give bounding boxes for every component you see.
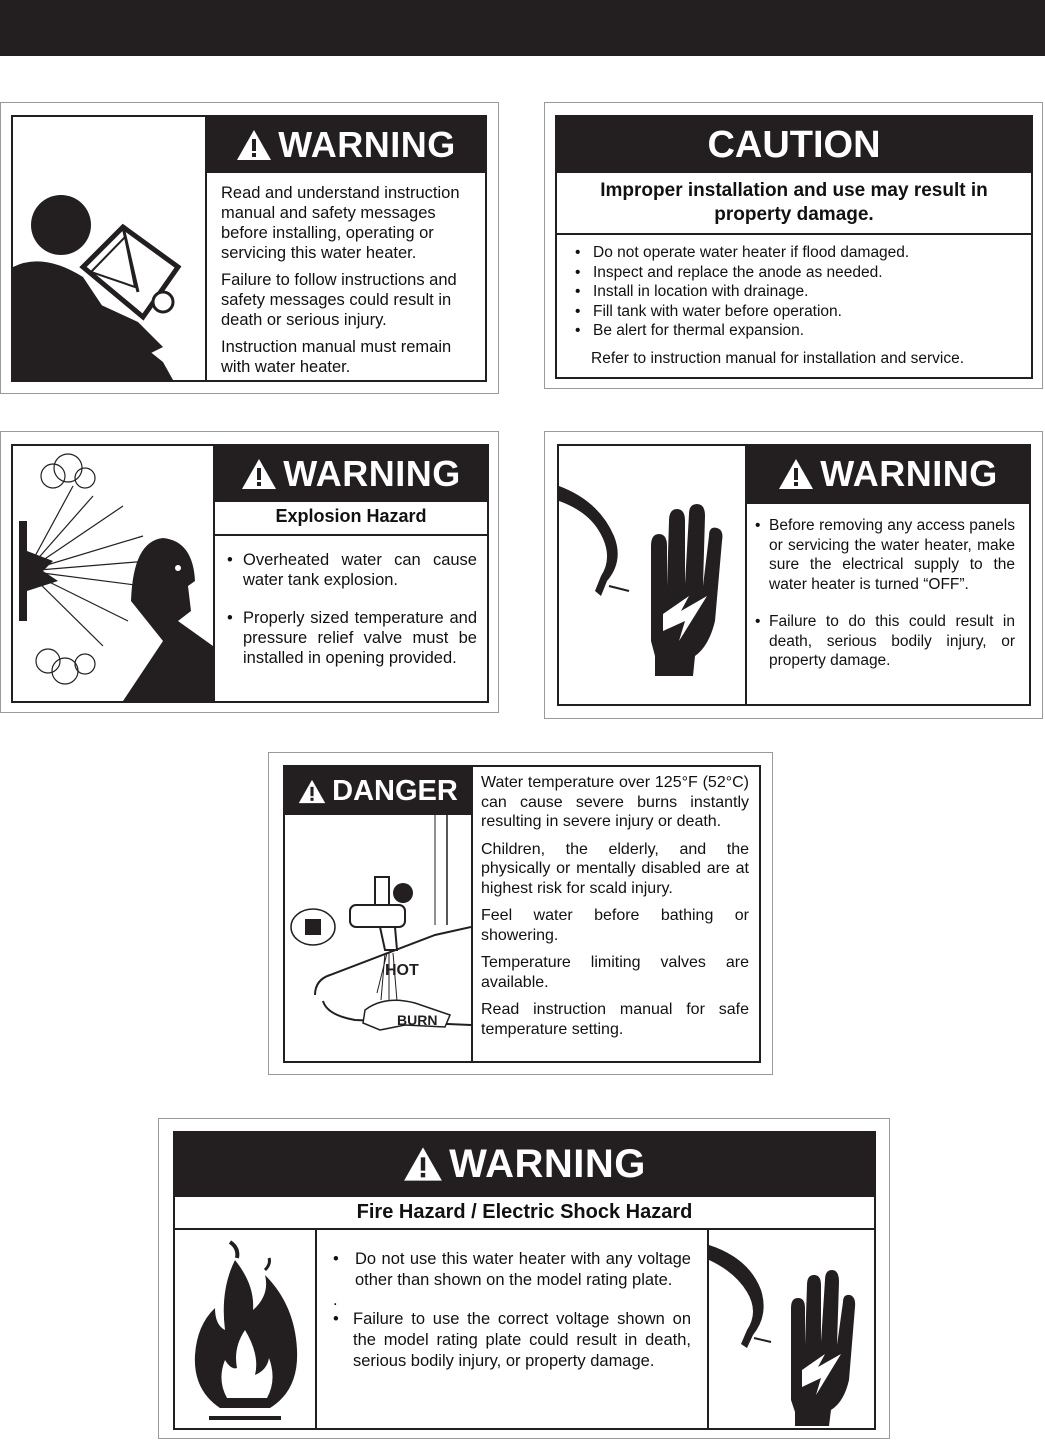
svg-text:HOT: HOT xyxy=(385,962,419,979)
svg-text:BURN: BURN xyxy=(397,1012,438,1028)
alert-triangle-icon xyxy=(298,779,326,804)
label-warning-electrical xyxy=(544,431,1043,719)
person-reading-manual-icon xyxy=(13,117,205,380)
list-item: • Failure to do this could result in death, serious bodily injury, or property damage. xyxy=(755,613,1015,669)
list-item: • Properly sized temperature and pressure relief valve must be installed in opening provided. xyxy=(227,609,477,667)
fire-bullets xyxy=(333,1249,691,1372)
list-item: • Inspect and replace the anode as needed. xyxy=(575,263,883,281)
warning-header: WARNING xyxy=(175,1133,874,1195)
label-danger-scald xyxy=(268,752,773,1075)
warning-header: WARNING xyxy=(215,446,487,502)
stray-mark: . xyxy=(333,1291,338,1309)
electric-shock-hand-icon xyxy=(709,1230,874,1428)
electrical-bullets xyxy=(755,516,1015,671)
label-warning-reading xyxy=(0,102,499,394)
warning-reading-text: Read and understand instruction manual and safety messages before installing, operating or servicing this water heater. Failure to follow instructions and safety messages could result in death or serious injury. Instruction manual must remain with water heater. xyxy=(221,184,460,376)
explosion-person-icon xyxy=(13,446,213,701)
electric-shock-hand-icon xyxy=(559,446,745,704)
list-item: • Do not operate water heater if flood damaged. xyxy=(575,244,910,261)
danger-text: Water temperature over 125°F (52°C) can cause severe burns instantly resulting in severe injury or death. Children, the elderly, and the physically or mentally disabled are at highest risk for scald injury. Feel water before bathing or showering. Temperature limiting valves are available. Read instruction manual for safe temperature setting. xyxy=(481,774,749,1038)
alert-triangle-icon xyxy=(778,458,814,490)
scald-faucet-icon xyxy=(285,815,471,1061)
list-item: • Before removing any access panels or servicing the water heater, make sure the electrical supply to the water heater is turned “OFF”. xyxy=(755,517,1015,593)
list-item: • Do not use this water heater with any voltage other than shown on the model rating plate. xyxy=(333,1250,691,1289)
list-item: • Failure to use the correct voltage shown on the model rating plate could result in death, serious bodily injury, or property damage. xyxy=(333,1310,691,1370)
label-warning-explosion xyxy=(0,431,499,713)
alert-triangle-icon xyxy=(241,458,277,490)
caution-bullets xyxy=(571,243,1021,368)
alert-triangle-icon xyxy=(236,129,272,161)
danger-header: DANGER xyxy=(285,767,471,815)
warning-header: WARNING xyxy=(747,446,1029,502)
alert-triangle-icon xyxy=(403,1146,443,1182)
label-caution xyxy=(544,102,1043,389)
list-item: • Install in location with drainage. xyxy=(575,283,809,300)
warning-header: WARNING xyxy=(207,117,485,173)
label-warning-fire xyxy=(158,1118,890,1439)
top-banner xyxy=(0,0,1045,56)
fire-flame-icon xyxy=(175,1230,315,1428)
list-item: • Overheated water can cause water tank explosion. xyxy=(227,551,477,589)
fire-subheader: Fire Hazard / Electric Shock Hazard xyxy=(356,1201,693,1223)
explosion-bullets xyxy=(227,550,477,668)
explosion-subheader: Explosion Hazard xyxy=(275,506,427,526)
list-item: • Fill tank with water before operation. xyxy=(575,302,842,320)
caution-subheader: Improper installation and use may result in property damage. xyxy=(600,180,988,225)
caution-footer: Refer to instruction manual for installation and service. xyxy=(591,349,965,367)
list-item: • Be alert for thermal expansion. xyxy=(575,322,805,339)
caution-header: CAUTION xyxy=(557,117,1031,173)
